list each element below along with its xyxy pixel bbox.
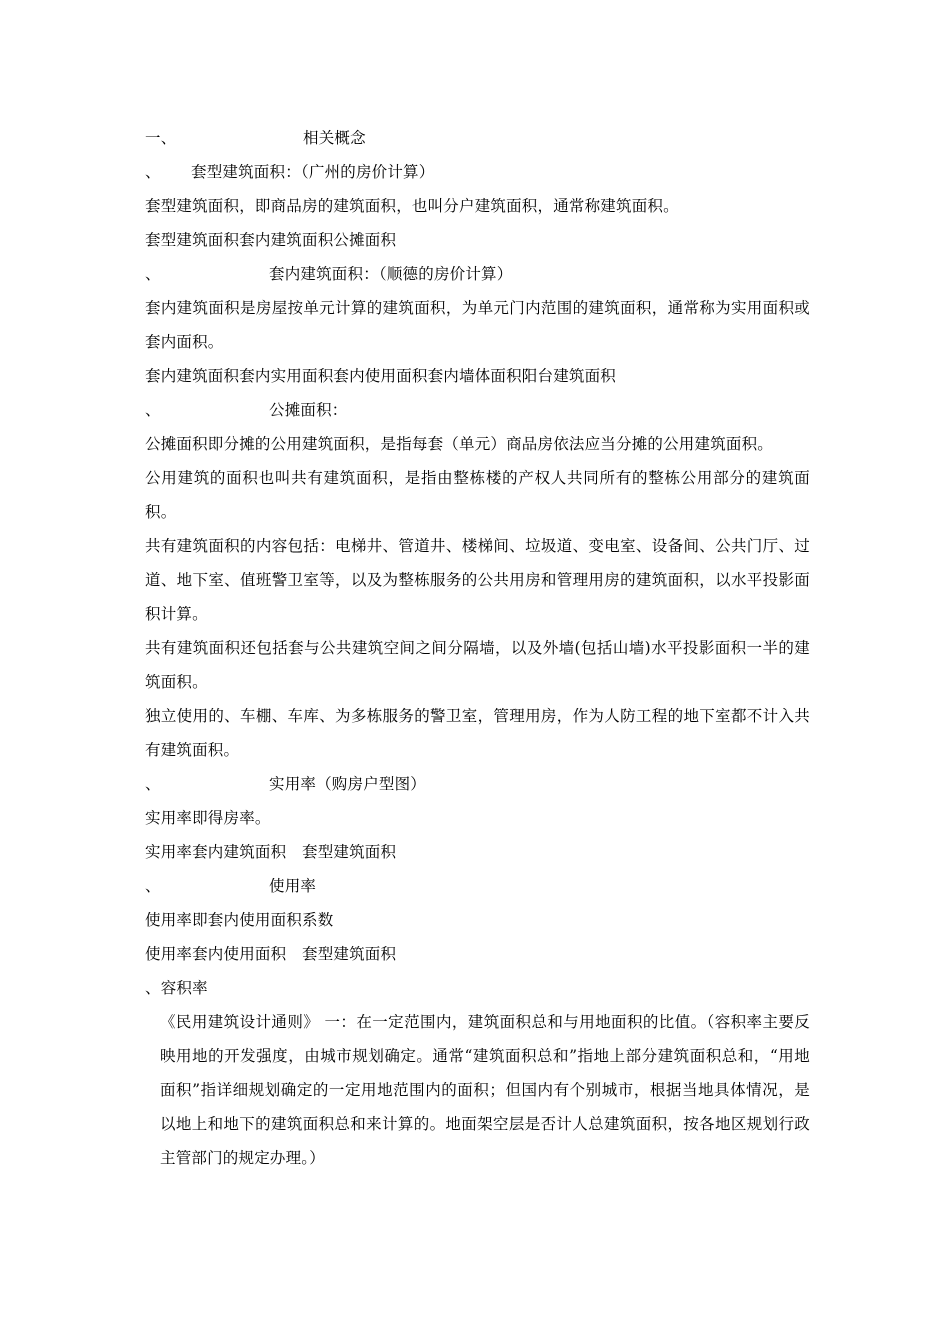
section-4-title bbox=[145, 767, 810, 801]
section-3-paragraph-3: 共有建筑面积的内容包括：电梯井、管道井、楼梯间、垃圾道、变电室、设备间、公共门厅、过道、地下室、值班警卫室等，以及为整栋服务的公共用房和管理用房的建筑面积，以水平投影面积计算。 bbox=[145, 537, 810, 623]
section-4-formula: 实用率套内建筑面积 套型建筑面积 bbox=[145, 843, 397, 861]
main-heading bbox=[145, 121, 810, 155]
section-3-marker: 、 bbox=[145, 401, 161, 419]
section-5-title bbox=[145, 869, 810, 903]
section-1-formula: 套型建筑面积套内建筑面积公摊面积 bbox=[145, 231, 397, 249]
document-page bbox=[145, 121, 810, 1175]
section-3-title bbox=[145, 393, 810, 427]
section-4-marker: 、 bbox=[145, 775, 161, 793]
section-4-paragraph-1: 实用率即得房率。 bbox=[145, 809, 271, 827]
section-5-marker: 、 bbox=[145, 877, 161, 895]
section-5-title-text: 使用率 bbox=[269, 877, 317, 895]
section-3-paragraph-1: 公摊面积即分摊的公用建筑面积，是指每套（单元）商品房依法应当分摊的公用建筑面积。 bbox=[145, 435, 774, 453]
section-4-title-text: 实用率（购房户型图） bbox=[269, 775, 427, 793]
section-6-title: 、容积率 bbox=[145, 979, 208, 997]
section-1-title bbox=[145, 155, 810, 189]
section-3-paragraph-2: 公用建筑的面积也叫共有建筑面积，是指由整栋楼的产权人共同所有的整栋公用部分的建筑面积。 bbox=[145, 469, 810, 521]
section-3-paragraph-4: 共有建筑面积还包括套与公共建筑空间之间分隔墙，以及外墙(包括山墙)水平投影面积一半的建筑面积。 bbox=[145, 639, 810, 691]
section-2-paragraph-1: 套内建筑面积是房屋按单元计算的建筑面积，为单元门内范围的建筑面积，通常称为实用面积或套内面积。 bbox=[145, 299, 810, 351]
section-2-marker: 、 bbox=[145, 265, 161, 283]
heading-title: 相关概念 bbox=[303, 129, 366, 147]
section-2-title bbox=[145, 257, 810, 291]
section-2-formula: 套内建筑面积套内实用面积套内使用面积套内墙体面积阳台建筑面积 bbox=[145, 367, 617, 385]
section-5-paragraph-1: 使用率即套内使用面积系数 bbox=[145, 911, 334, 929]
section-1-marker: 、 bbox=[145, 163, 161, 181]
section-1-paragraph-1: 套型建筑面积，即商品房的建筑面积，也叫分户建筑面积，通常称建筑面积。 bbox=[145, 197, 679, 215]
section-3-title-text: 公摊面积： bbox=[269, 401, 348, 419]
section-3-paragraph-5: 独立使用的、车棚、车库、为多栋服务的警卫室，管理用房，作为人防工程的地下室都不计入共有建筑面积。 bbox=[145, 707, 810, 759]
section-1-title-text: 套型建筑面积：（广州的房价计算） bbox=[191, 163, 435, 181]
heading-marker: 一、 bbox=[145, 129, 177, 147]
section-6-paragraph-1: 《民用建筑设计通则》 一：在一定范围内，建筑面积总和与用地面积的比值。（容积率主要反映用地的开发强度，由城市规划确定。通常“建筑面积总和”指地上部分建筑面积总和，“用地面积”指详细规划确定的一定用地范围内的面积；但国内有个别城市，根据当地具体情况，是以地上和地下的建筑面积总和来计算的。地面架空层是否计人总建筑面积，按各地区规划行政主管部门的规定办理。） bbox=[160, 1013, 810, 1167]
section-5-formula: 使用率套内使用面积 套型建筑面积 bbox=[145, 945, 397, 963]
section-2-title-text: 套内建筑面积：（顺德的房价计算） bbox=[269, 265, 513, 283]
